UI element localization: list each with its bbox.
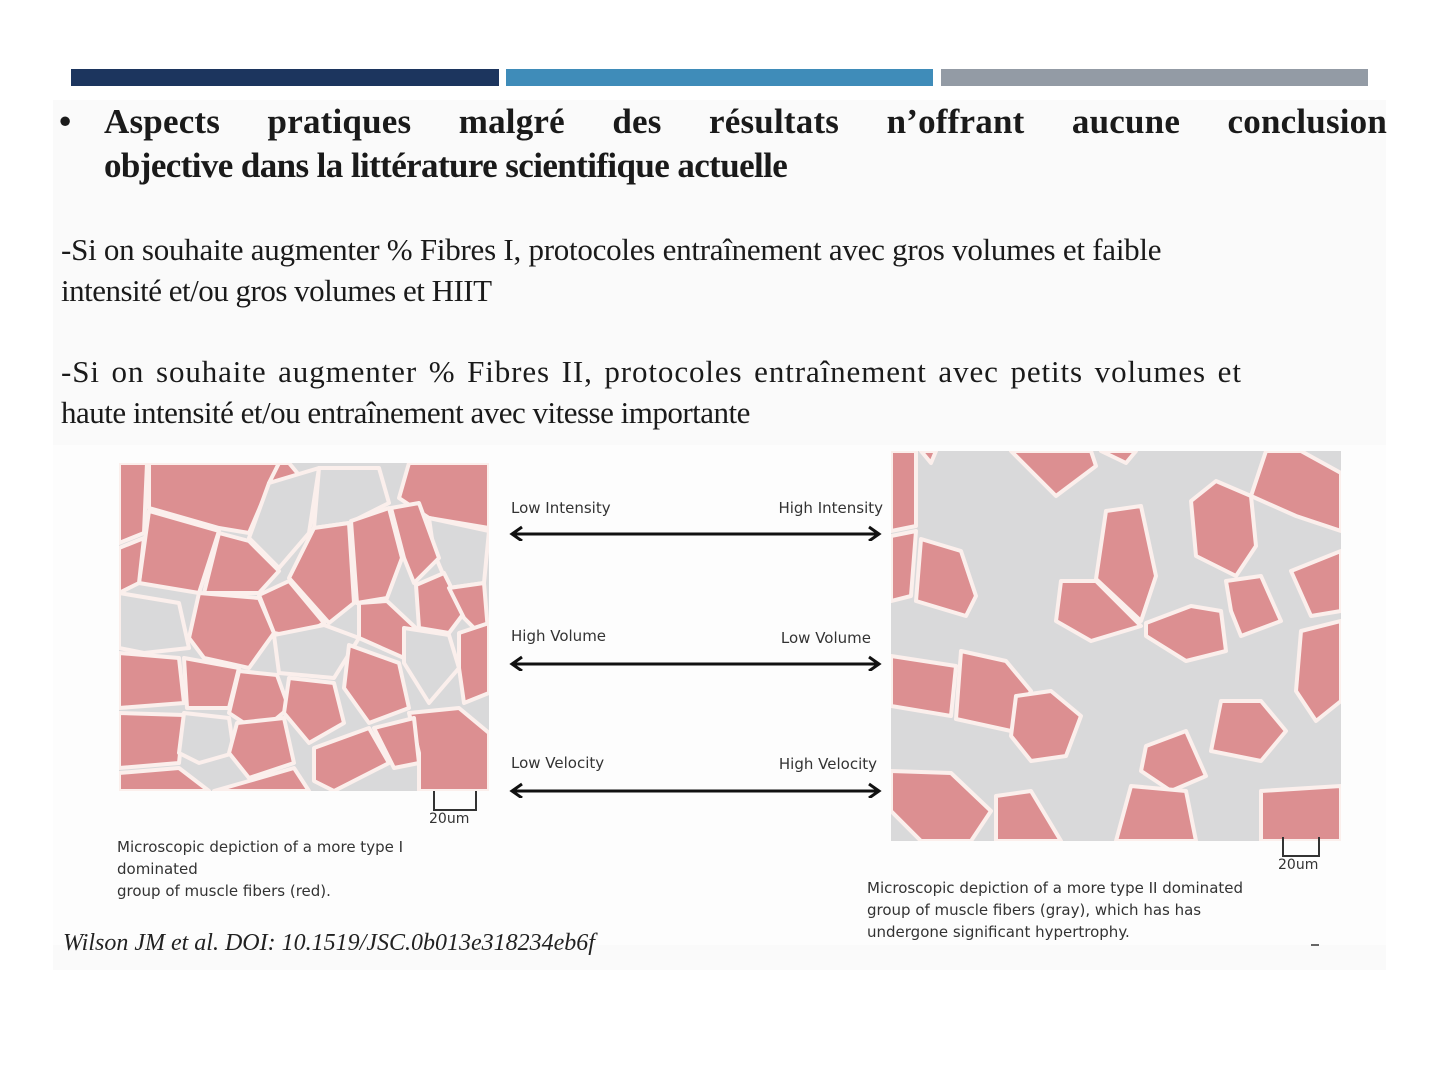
header-bar-navy bbox=[71, 69, 499, 86]
paragraph-fibres-2: -Si on souhaite augmenter % Fibres II, protocoles entraînement avec petits volumes et haute intensité et/ou entraînement avec vitesse importante bbox=[61, 354, 1242, 430]
citation-reference: Wilson JM et al. DOI: 10.1519/JSC.0b013e318234eb6f bbox=[63, 930, 595, 956]
double-arrow-icon bbox=[508, 651, 883, 671]
right-image-caption: Microscopic depiction of a more type II dominated group of muscle fibers (gray), which has has undergone significant hypertrophy. bbox=[867, 879, 1244, 941]
double-arrow-icon bbox=[508, 521, 883, 541]
double-arrow-icon bbox=[508, 778, 883, 798]
paragraph-fibres-1: -Si on souhaite augmenter % Fibres I, protocoles entraînement avec gros volumes et faible intensité et/ou gros volumes et HIIT bbox=[61, 232, 1162, 308]
type1-micrograph-image bbox=[119, 463, 489, 791]
bullet-icon: • bbox=[59, 102, 72, 141]
type2-micrograph-image bbox=[891, 451, 1341, 841]
left-image-caption: Microscopic depiction of a more type I dominated group of muscle fibers (red). bbox=[117, 838, 404, 900]
scale-bracket-icon bbox=[433, 791, 477, 811]
title-line-1: Aspects pratiques malgré des résultats n’offrant aucune conclusion bbox=[104, 102, 1388, 141]
header-bar-gray bbox=[941, 69, 1368, 86]
scale-bracket-icon bbox=[1282, 837, 1320, 857]
slide-content bbox=[53, 100, 1386, 970]
title-line-2: objective dans la littérature scientifique actuelle bbox=[104, 146, 788, 185]
stray-mark bbox=[1311, 944, 1319, 946]
muscle-fiber-figure: 20um Microscopic depiction of a more type I dominated group of muscle fibers (red). Low Intensity High Intensity High Volume Low Volume Low Velocity High Velocity 20um Microscopic depiction of a more type II dominated group of muscle fibers (gray), which has has undergone significant hypertrophy. bbox=[53, 445, 1386, 945]
header-bar-blue bbox=[506, 69, 933, 86]
